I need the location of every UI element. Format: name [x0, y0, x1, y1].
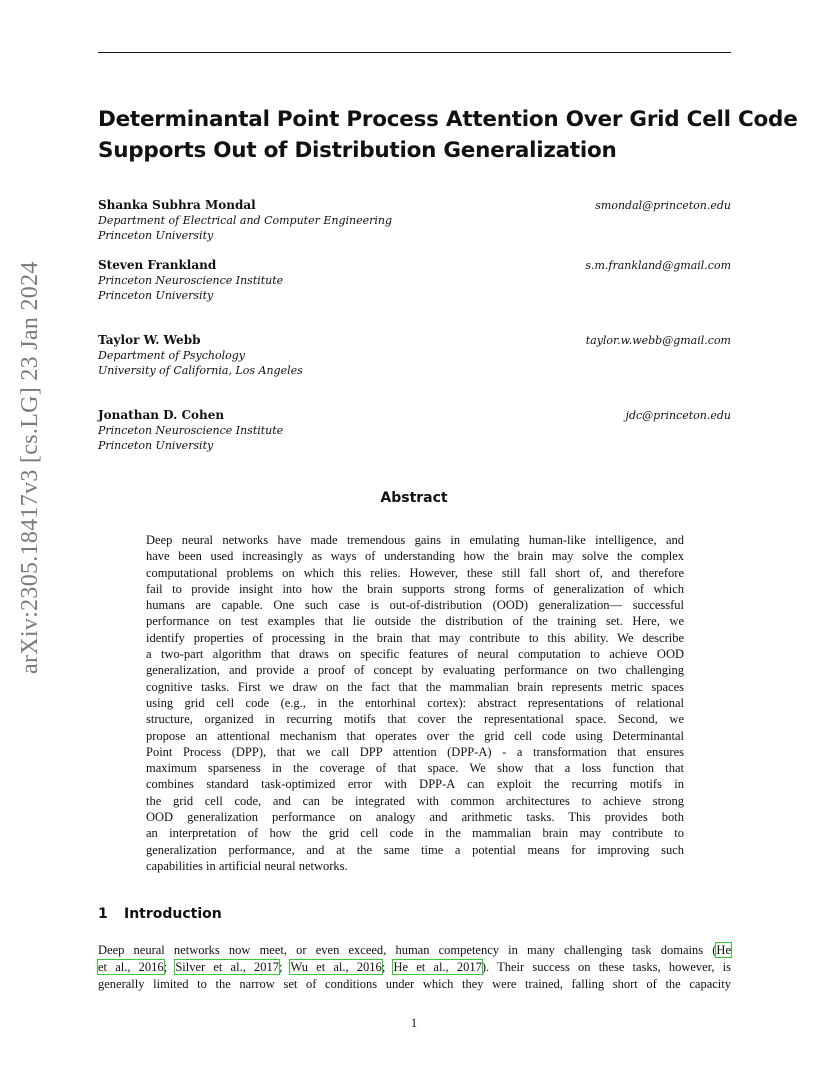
- author-name: Taylor W. Webb: [98, 333, 201, 347]
- citation-link[interactable]: Silver et al., 2017: [175, 959, 279, 974]
- abstract-line: an interpretation of how the grid cell code in the mammalian brain may contribute to: [146, 826, 684, 841]
- abstract-line: have been used increasingly as ways of understanding how the brain may solve the complex: [146, 549, 684, 564]
- section-heading-introduction: [98, 906, 222, 922]
- author-name: Steven Frankland: [98, 258, 217, 272]
- author-affiliation: Princeton Neuroscience Institute: [98, 424, 284, 437]
- abstract-line: structure, organized in recurring motifs that cover the representational space. Second, we: [146, 712, 684, 727]
- author-email[interactable]: taylor.w.webb@gmail.com: [585, 334, 731, 347]
- citation-link[interactable]: He: [716, 943, 731, 957]
- intro-line: et al., 2016; Silver et al., 2017; Wu et al., 2016; He et al., 2017). Their success on these tasks, however, is: [98, 959, 732, 974]
- abstract-body: [146, 532, 684, 874]
- section-number: 1: [98, 906, 108, 922]
- page-number: 1: [410, 1016, 418, 1030]
- citation-link[interactable]: Wu et al., 2016: [290, 959, 382, 974]
- abstract-line: generalization performance, and at the same time a potential means for improving such: [146, 842, 684, 857]
- abstract-line: capabilities in artificial neural networks.: [146, 858, 348, 873]
- author-block: [98, 408, 731, 453]
- intro-text: ). Their success on these tasks, however, is: [481, 959, 732, 974]
- author-institution: Princeton University: [98, 439, 214, 452]
- top-rule: [98, 52, 731, 53]
- abstract-line: computational problems on which this relies. However, these still fall short of, and therefore: [146, 565, 684, 580]
- author-email[interactable]: s.m.frankland@gmail.com: [585, 259, 731, 272]
- author-institution: University of California, Los Angeles: [98, 364, 303, 377]
- abstract-heading: Abstract: [380, 490, 448, 506]
- abstract-line: identify properties of processing in the brain that may contribute to this ability. We describe: [146, 630, 684, 645]
- paper-title: [98, 104, 798, 166]
- introduction-paragraph: [98, 942, 731, 992]
- intro-line: generally limited to the narrow set of conditions under which they were trained, falling short of the capacity: [98, 976, 731, 991]
- intro-line: [98, 942, 731, 959]
- author-block: [98, 333, 731, 378]
- abstract-line: generalization, and provide a proof of concept by evaluating performance on two challenging: [146, 663, 684, 678]
- abstract-line: a two-part algorithm that draws on specific features of neural computation to achieve OOD: [146, 647, 684, 662]
- section-title: Introduction: [124, 906, 222, 922]
- abstract-line: combines standard task-optimized error with DPP-A can exploit the recurring motifs in: [146, 777, 684, 792]
- author-name: Shanka Subhra Mondal: [98, 198, 256, 212]
- title-line-2: Supports Out of Distribution Generalization: [98, 138, 617, 163]
- abstract-line: OOD generalization performance on analogy and arithmetic tasks. This provides both: [146, 810, 684, 825]
- abstract-line: using grid cell code (e.g., in the entorhinal cortex): abstract representations of relational: [146, 695, 684, 710]
- intro-text: Deep neural networks now meet, or even exceed, human competency in many challenging task domains (: [98, 943, 717, 957]
- abstract-line: maximum sparseness in the coverage of that space. We show that a loss function that: [146, 761, 684, 776]
- citation-link[interactable]: He et al., 2017: [393, 959, 482, 974]
- author-email[interactable]: jdc@princeton.edu: [625, 409, 731, 422]
- abstract-line: fail to provide insight into how the brain supports strong forms of generalization of which: [146, 581, 684, 596]
- author-email[interactable]: smondal@princeton.edu: [595, 199, 731, 212]
- abstract-line: Deep neural networks have made tremendous gains in emulating human-like intelligence, and: [146, 533, 684, 547]
- citation-link[interactable]: et al., 2016: [98, 959, 164, 974]
- author-block: [98, 198, 731, 243]
- abstract-line: the grid cell code, and can be integrated with common architectures to achieve strong: [146, 793, 684, 808]
- author-block: [98, 258, 731, 303]
- abstract-line: cognitive tasks. First we draw on the fact that the mammalian brain represents metric spaces: [146, 679, 684, 694]
- author-institution: Princeton University: [98, 229, 214, 242]
- abstract-line: Point Process (DPP), that we call DPP attention (DPP-A) - a transformation that ensures: [146, 744, 684, 759]
- author-affiliation: Department of Psychology: [98, 349, 245, 362]
- abstract-line: propose an attentional mechanism that operates over the grid cell code using Determinantal: [146, 728, 684, 743]
- title-line-1: Determinantal Point Process Attention Over Grid Cell Code: [98, 107, 798, 132]
- author-affiliation: Princeton Neuroscience Institute: [98, 274, 284, 287]
- abstract-line: performance on test examples that lie outside the distribution of the training set. Here, we: [146, 614, 684, 629]
- author-affiliation: Department of Electrical and Computer Engineering: [98, 214, 393, 227]
- author-name: Jonathan D. Cohen: [98, 408, 225, 422]
- abstract-line: humans are capable. One such case is out-of-distribution (OOD) generalization— successful: [146, 598, 684, 613]
- arxiv-identifier-stamp[interactable]: arXiv:2305.18417v3 [cs.LG] 23 Jan 2024: [17, 261, 43, 674]
- author-institution: Princeton University: [98, 289, 214, 302]
